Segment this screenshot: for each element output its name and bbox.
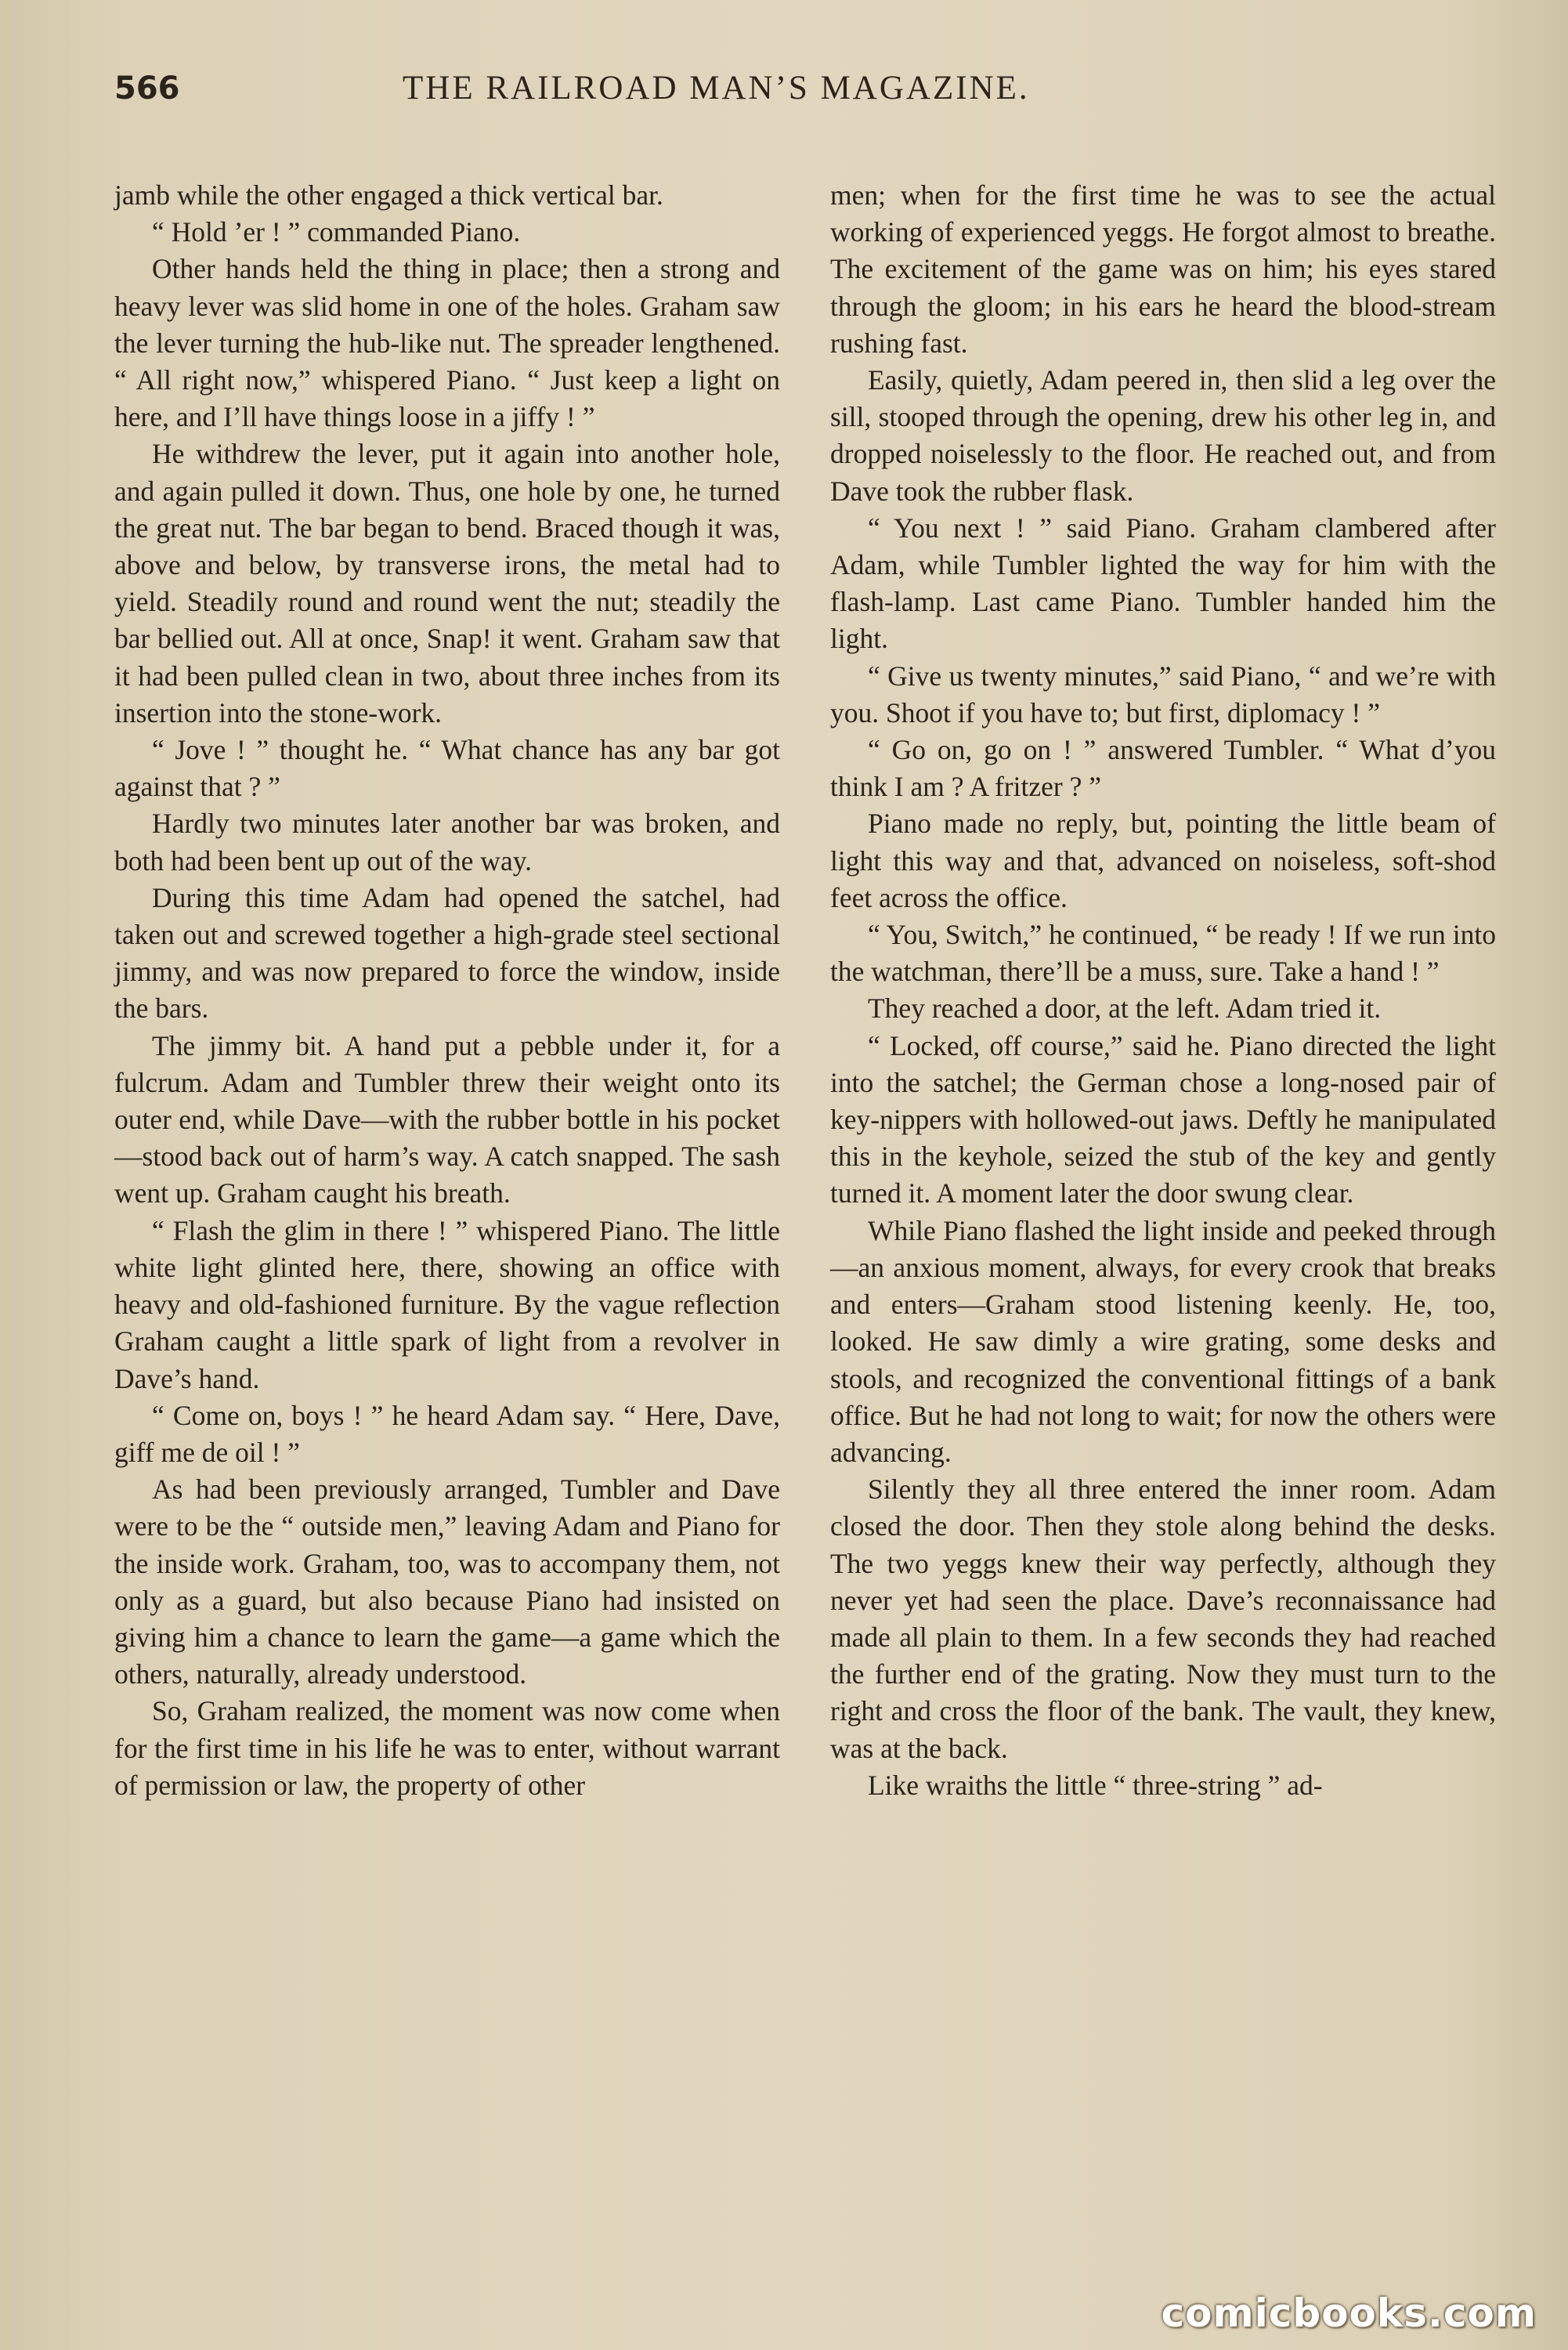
paragraph: Silently they all three entered the inner room. Adam closed the door. Then they stole along behind the desks. The two yeggs knew their way perfectly, although they never yet had seen the place. Dave’s reconnaissance had made all plain to them. In a few seconds they had reached the further end of the grating. Now they must turn to the right and cross the floor of the bank. The vault, they knew, was at the back. [830, 1473, 1496, 1764]
paragraph: “ Come on, boys ! ” he heard Adam say. “ Here, Dave, giff me de oil ! ” [114, 1399, 780, 1468]
paragraph: men; when for the first time he was to see the actual working of experienced yeggs. He forgot almost to breathe. The excitement of the game was on him; his eyes stared through the gloom; in his ears he heard the blood-stream rushing fast. [830, 179, 1496, 359]
paragraph: “ Go on, go on ! ” answered Tumbler. “ What d’you think I am ? A fritzer ? ” [830, 734, 1496, 803]
paragraph: “ Locked, off course,” said he. Piano directed the light into the satchel; the German chose a long-nosed pair of key-nippers with hollowed-out jaws. Deftly he manipulated this in the keyhole, seized the stub of the key and gently turned it. A moment later the door swung clear. [830, 1029, 1496, 1209]
right-column [830, 177, 1496, 1804]
paragraph: So, Graham realized, the moment was now come when for the first time in his life he was to enter, without warrant of permission or law, the property of other [114, 1695, 780, 1801]
paragraph: “ Give us twenty minutes,” said Piano, “ and we’re with you. Shoot if you have to; but first, diplomacy ! ” [830, 660, 1496, 728]
paragraph: As had been previously arranged, Tumbler and Dave were to be the “ outside men,” leaving Adam and Piano for the inside work. Graham, too, was to accompany them, not only as a guard, but also because Piano had insisted on giving him a chance to learn the game—a game which the others, naturally, already understood. [114, 1473, 780, 1690]
paragraph: Hardly two minutes later another bar was broken, and both had been bent up out of the way. [114, 808, 780, 877]
left-column [114, 177, 780, 1804]
paragraph: “ You, Switch,” he continued, “ be ready ! If we run into the watchman, there’ll be a muss, sure. Take a hand ! ” [830, 919, 1496, 988]
running-title: THE RAILROAD MAN’S MAGAZINE. [403, 70, 1030, 107]
paragraph: Other hands held the thing in place; then a strong and heavy lever was slid home in one of the holes. Graham saw the lever turning the hub-like nut. The spreader lengthened. “ All right now,” whispered Piano. “ Just keep a light on here, and I’ll have things loose in a jiffy ! ” [114, 253, 780, 433]
page-number: 566 [114, 70, 180, 107]
paragraph: Like wraiths the little “ three-string ” ad- [868, 1769, 1323, 1801]
paragraph: He withdrew the lever, put it again into another hole, and again pulled it down. Thus, one hole by one, he turned the great nut. The bar began to bend. Braced though it was, above and below, by transverse irons, the metal had to yield. Steadily round and round went the nut; steadily the bar bellied out. All at once, Snap! it went. Graham saw that it had been pulled clean in two, about three inches from its insertion into the stone-work. [114, 438, 780, 728]
paragraph: “ You next ! ” said Piano. Graham clambered after Adam, while Tumbler lighted the way for him with the flash-lamp. Last came Piano. Tumbler handed him the light. [830, 512, 1496, 655]
paragraph: The jimmy bit. A hand put a pebble under it, for a fulcrum. Adam and Tumbler threw their weight onto its outer end, while Dave—with the rubber bottle in his pocket—stood back out of harm’s way. A catch snapped. The sash went up. Graham caught his breath. [114, 1029, 780, 1209]
text-columns [114, 177, 1496, 1804]
paragraph: “ Hold ’er ! ” commanded Piano. [152, 216, 521, 248]
page-header [114, 69, 1496, 116]
paragraph: While Piano flashed the light inside and peeked through—an anxious moment, always, for every crook that breaks and enters—Graham stood listening keenly. He, too, looked. He saw dimly a wire grating, some desks and stools, and recognized the conventional fittings of a bank office. But he had not long to wait; for now the others were advancing. [830, 1214, 1496, 1468]
paragraph: Easily, quietly, Adam peered in, then slid a leg over the sill, stooped through the opening, drew his other leg in, and dropped noiselessly to the floor. He reached out, and from Dave took the rubber flask. [830, 364, 1496, 507]
paragraph: They reached a door, at the left. Adam tried it. [868, 992, 1382, 1025]
watermark-logo: comicbooks.com [1161, 2290, 1537, 2336]
paragraph: During this time Adam had opened the satchel, had taken out and screwed together a high-grade steel sectional jimmy, and was now prepared to force the window, inside the bars. [114, 881, 780, 1025]
paragraph: “ Flash the glim in there ! ” whispered Piano. The little white light glinted here, there, showing an office with heavy and old-fashioned furniture. By the vague reflection Graham caught a little spark of light from a revolver in Dave’s hand. [114, 1214, 780, 1394]
paragraph: jamb while the other engaged a thick vertical bar. [114, 179, 663, 211]
paragraph: Piano made no reply, but, pointing the little beam of light this way and that, advanced on noiseless, soft-shod feet across the office. [830, 808, 1496, 913]
paragraph: “ Jove ! ” thought he. “ What chance has any bar got against that ? ” [114, 734, 780, 803]
